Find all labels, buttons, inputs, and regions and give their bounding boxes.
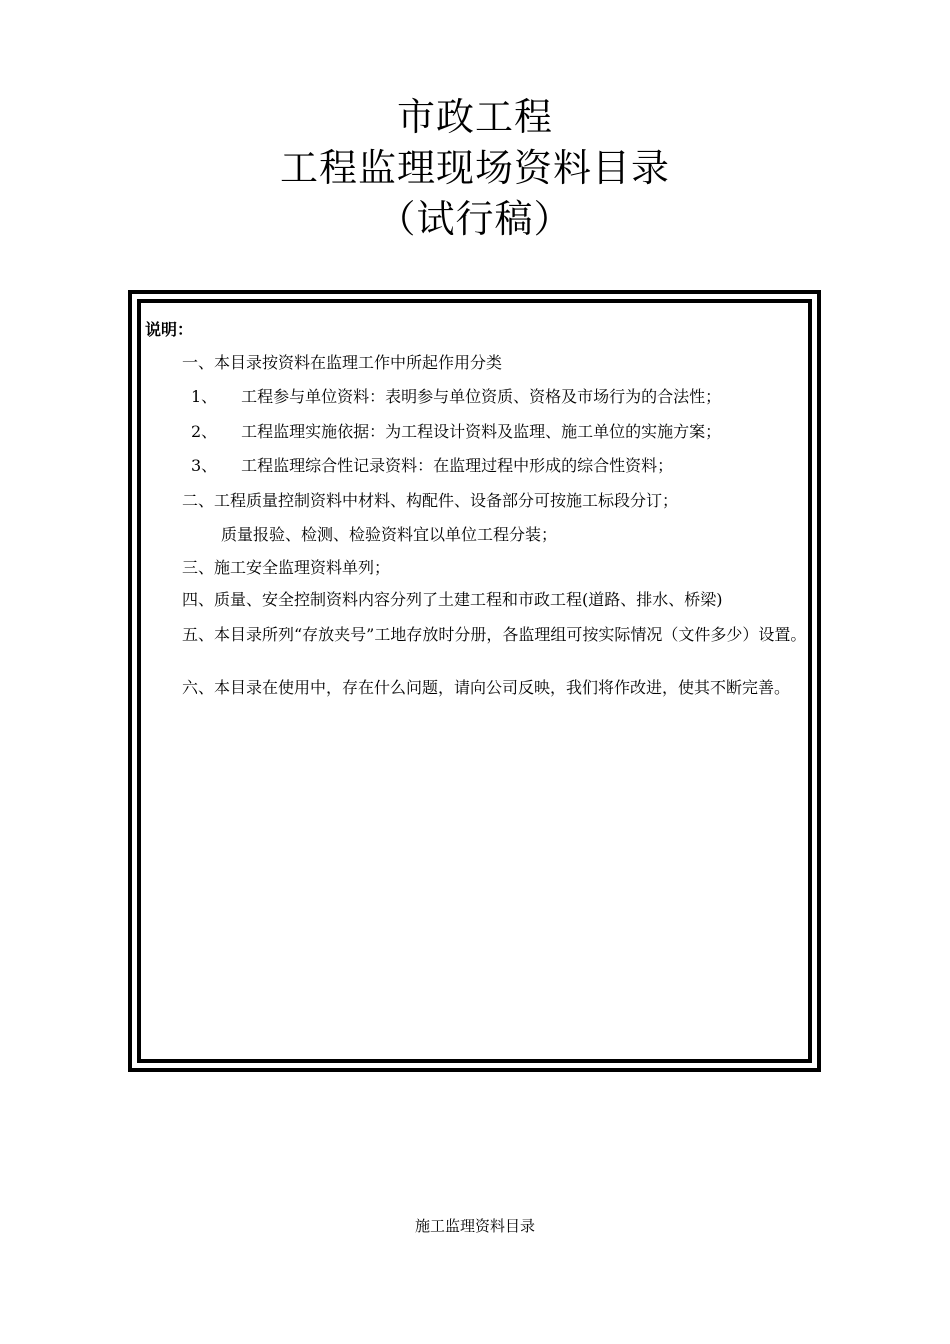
note-subitem-3: 3、 工程监理综合性记录资料：在监理过程中形成的综合性资料； [191, 456, 674, 475]
title-line-2: 工程监理现场资料目录 [279, 146, 670, 190]
title-line-1: 市政工程 [396, 95, 553, 139]
note-subitem-2: 2、 工程监理实施依据：为工程设计资料及监理、施工单位的实施方案； [191, 422, 722, 441]
notes-heading: 说明： [145, 320, 194, 339]
note-subitem-1: 1、 工程参与单位资料：表明参与单位资质、资格及市场行为的合法性； [191, 387, 722, 406]
title-line-3: （试行稿） [377, 197, 573, 241]
note-item-4: 四、质量、安全控制资料内容分列了土建工程和市政工程(道路、排水、桥梁) [182, 590, 723, 609]
note-item-2-continued: 质量报验、检测、检验资料宜以单位工程分装； [221, 525, 558, 544]
page-footer: 施工监理资料目录 [414, 1217, 535, 1235]
note-item-1: 一、本目录按资料在监理工作中所起作用分类 [182, 353, 503, 372]
note-item-5: 五、本目录所列“存放夹号”工地存放时分册，各监理组可按实际情况（文件多少）设置。 [182, 625, 807, 644]
note-item-6: 六、本目录在使用中，存在什么问题，请向公司反映，我们将作改进，使其不断完善。 [182, 678, 791, 697]
note-item-2: 二、工程质量控制资料中材料、构配件、设备部分可按施工标段分订； [182, 491, 679, 510]
note-item-3: 三、施工安全监理资料单列； [182, 558, 391, 577]
document-title [0, 92, 950, 245]
